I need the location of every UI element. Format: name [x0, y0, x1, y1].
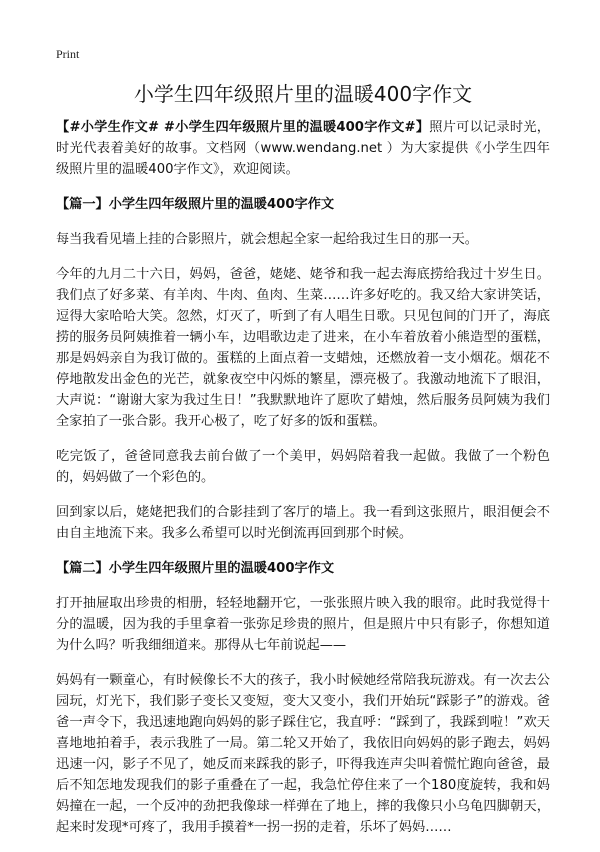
section-heading-1: 【篇一】小学生四年级照片里的温暖400字作文: [56, 197, 335, 212]
article-body: [56, 117, 550, 852]
section-heading-2: 【篇二】小学生四年级照片里的温暖400字作文: [56, 561, 335, 576]
paragraph: 今年的九月二十六日，妈妈，爸爸，姥姥、姥爷和我一起去海底捞给我过十岁生日。我们点了好多菜、有羊肉、牛肉、鱼肉、生菜……许多好吃的。我又给大家讲笑话，逗得大家哈哈大笑。忽然，灯灭了，听到了有人唱生日歌。只见包间的门开了，海底捞的服务员阿姨推着一辆小车，边唱歌边走了进来，在小车着放着小熊造型的蛋糕，那是妈妈亲自为我订做的。蛋糕的上面点着一支蜡烛，还燃放着一支小烟花。烟花不停地散发出金色的光芒，就象夜空中闪烁的繁星，漂亮极了。我激动地流下了眼泪，大声说：“谢谢大家为我过生日！”我默默地许了愿吹了蜡烛，然后服务员阿姨为我们全家拍了一张合影。我开心极了，吃了好多的饭和蛋糕。: [56, 267, 550, 429]
page-title: 小学生四年级照片里的温暖400字作文: [133, 82, 473, 106]
paragraph: 妈妈有一颗童心，有时候像长不大的孩子，我小时候她经常陪我玩游戏。有一次去公园玩，灯光下，我们影子变长又变短，变大又变小，我们开始玩“踩影子”的游戏。爸爸一声令下，我迅速地跑向妈妈的影子踩住它，我直呼：“踩到了，我踩到啦！”欢天喜地地拍着手，表示我胜了一局。第二轮又开始了，我依旧向妈妈的影子跑去，妈妈迅速一闪，影子不见了，她反而来踩我的影子，吓得我连声尖叫着慌忙跑向爸爸，最后不知怎地发现我们的影子重叠在了一起，我急忙停住来了一个180度旋转，我和妈妈撞在一起，一个反冲的劲把我像球一样弹在了地上，摔的我像只小乌龟四脚朝天，起来时发现*可疼了，我用手摸着*一拐一拐的走着，乐坏了妈妈……: [56, 673, 550, 835]
intro-paragraph: [56, 117, 550, 180]
print-link[interactable]: Print: [56, 47, 80, 61]
paragraph: 回到家以后，姥姥把我们的合影挂到了客厅的墙上。我一看到这张照片，眼泪便会不由自主地流下来。我多么希望可以时光倒流再回到那个时候。: [56, 505, 550, 541]
intro-text: 照片可以记录时光，时光代表着美好的故事。文档网（www.wendang.net ）为大家提供《小学生四年级照片里的温暖400字作文》，欢迎阅读。: [56, 120, 550, 177]
paragraph: 打开抽屉取出珍贵的相册，轻轻地翻开它，一张张照片映入我的眼帘。此时我觉得十分的温暖，因为我的手里拿着一张弥足珍贵的照片，但是照片中只有影子，你想知道为什么吗？听我细细道来。那得从七年前说起——: [56, 596, 550, 653]
paragraph: 每当我看见墙上挂的合影照片，就会想起全家一起给我过生日的那一天。: [56, 232, 478, 247]
section-body-1: [56, 229, 550, 544]
paragraph: 吃完饭了，爸爸同意我去前台做了一个美甲，妈妈陪着我一起做。我做了一个粉色的，妈妈做了一个彩色的。: [56, 449, 550, 485]
section-body-2: [56, 593, 550, 838]
intro-tags: 【#小学生作文# #小学生四年级照片里的温暖400字作文#】: [56, 120, 430, 135]
